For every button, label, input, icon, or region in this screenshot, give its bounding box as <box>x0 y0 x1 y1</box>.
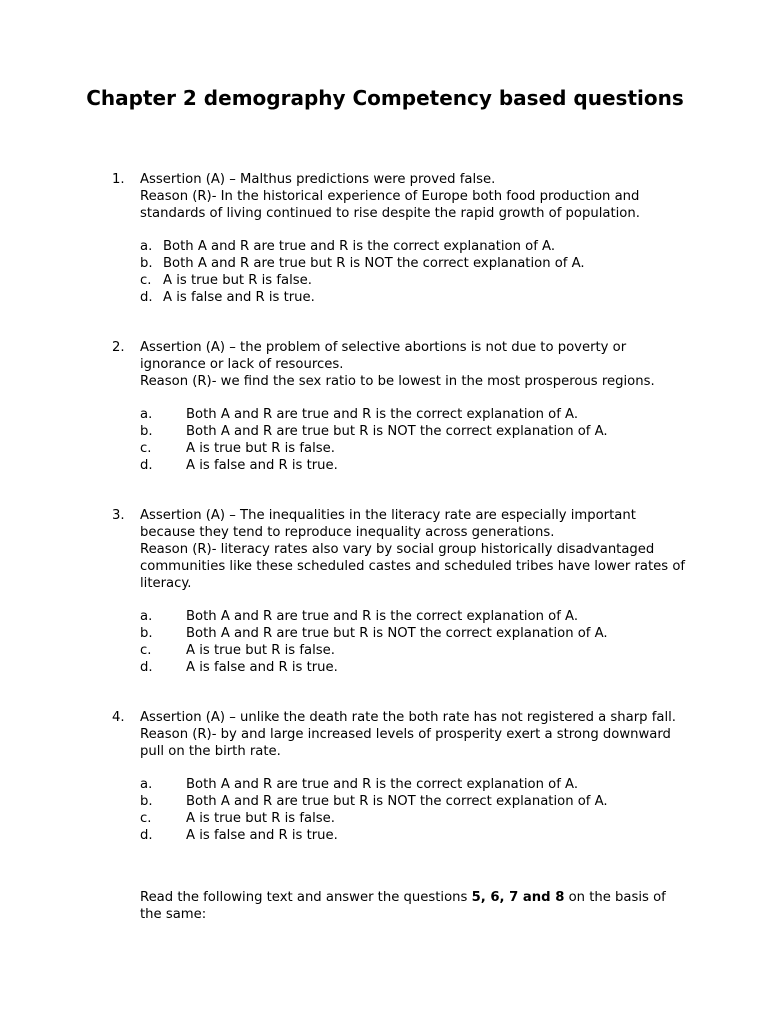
option-letter: b. <box>140 256 153 271</box>
option-d <box>140 289 692 306</box>
question-number: 4. <box>112 710 125 725</box>
reading-instruction-pre: Read the following text and answer the questions <box>140 890 472 906</box>
option-text: A is false and R is true. <box>163 290 315 305</box>
option-letter: c. <box>140 273 152 288</box>
option-text: Both A and R are true but R is NOT the correct explanation of A. <box>163 256 585 271</box>
option-text: Both A and R are true and R is the correct explanation of A. <box>186 777 579 792</box>
options-list <box>140 776 692 844</box>
option-text: A is false and R is true. <box>186 458 338 473</box>
question-number: 2. <box>112 340 125 355</box>
option-text: A is false and R is true. <box>186 828 338 843</box>
option-letter: c. <box>140 441 152 456</box>
option-b <box>140 255 692 272</box>
option-letter: a. <box>140 609 153 624</box>
option-letter: b. <box>140 794 153 809</box>
option-d <box>140 827 692 844</box>
question-3 <box>112 507 692 676</box>
option-b <box>140 793 692 810</box>
option-letter: c. <box>140 643 152 658</box>
option-a <box>140 238 692 255</box>
option-text: Both A and R are true and R is the correct explanation of A. <box>186 609 579 624</box>
question-number: 1. <box>112 172 125 187</box>
assertion-text: Assertion (A) – the problem of selective abortions is not due to poverty or ignorance or lack of resources. <box>140 340 627 372</box>
question-number: 3. <box>112 508 125 523</box>
option-letter: c. <box>140 811 152 826</box>
reason-text: Reason (R)- literacy rates also vary by social group historically disadvantaged communities like these scheduled castes and scheduled tribes have lower rates of literacy. <box>140 542 686 591</box>
option-text: A is true but R is false. <box>186 811 335 826</box>
option-a <box>140 776 692 793</box>
reading-instruction <box>140 889 680 923</box>
assertion-text: Assertion (A) – unlike the death rate the both rate has not registered a sharp fall. <box>140 710 676 725</box>
option-text: Both A and R are true but R is NOT the correct explanation of A. <box>186 424 608 439</box>
reason-text: Reason (R)- by and large increased levels of prosperity exert a strong downward pull on the birth rate. <box>140 727 671 759</box>
option-letter: a. <box>140 777 153 792</box>
option-letter: a. <box>140 239 153 254</box>
option-letter: d. <box>140 458 153 473</box>
option-letter: d. <box>140 828 153 843</box>
reading-instruction-post: on the basis of the same: <box>140 890 666 923</box>
assertion-text: Assertion (A) – Malthus predictions were proved false. <box>140 172 496 187</box>
question-4 <box>112 709 692 844</box>
option-c <box>140 810 692 827</box>
option-text: Both A and R are true but R is NOT the correct explanation of A. <box>186 626 608 641</box>
page-title: Chapter 2 demography Competency based questions <box>86 86 684 110</box>
option-a <box>140 406 692 423</box>
option-letter: d. <box>140 660 153 675</box>
option-c <box>140 440 692 457</box>
question-2 <box>112 339 692 474</box>
option-d <box>140 659 692 676</box>
option-text: Both A and R are true but R is NOT the correct explanation of A. <box>186 794 608 809</box>
option-letter: d. <box>140 290 153 305</box>
option-text: A is true but R is false. <box>186 441 335 456</box>
option-c <box>140 272 692 289</box>
option-letter: b. <box>140 626 153 641</box>
options-list <box>140 406 692 474</box>
option-d <box>140 457 692 474</box>
option-text: A is true but R is false. <box>163 273 312 288</box>
option-text: A is false and R is true. <box>186 660 338 675</box>
option-text: A is true but R is false. <box>186 643 335 658</box>
options-list <box>140 608 692 676</box>
option-letter: a. <box>140 407 153 422</box>
options-list <box>140 238 692 306</box>
question-range: 5, 6, 7 and 8 <box>471 890 565 906</box>
option-c <box>140 642 692 659</box>
option-b <box>140 625 692 642</box>
assertion-text: Assertion (A) – The inequalities in the literacy rate are especially important because they tend to reproduce inequality across generations. <box>140 508 636 540</box>
option-letter: b. <box>140 424 153 439</box>
option-text: Both A and R are true and R is the correct explanation of A. <box>186 407 579 422</box>
option-b <box>140 423 692 440</box>
reason-text: Reason (R)- In the historical experience of Europe both food production and standards of living continued to rise despite the rapid growth of population. <box>140 189 640 221</box>
option-text: Both A and R are true and R is the correct explanation of A. <box>163 239 556 254</box>
question-1 <box>112 171 692 306</box>
option-a <box>140 608 692 625</box>
reason-text: Reason (R)- we find the sex ratio to be lowest in the most prosperous regions. <box>140 374 655 389</box>
